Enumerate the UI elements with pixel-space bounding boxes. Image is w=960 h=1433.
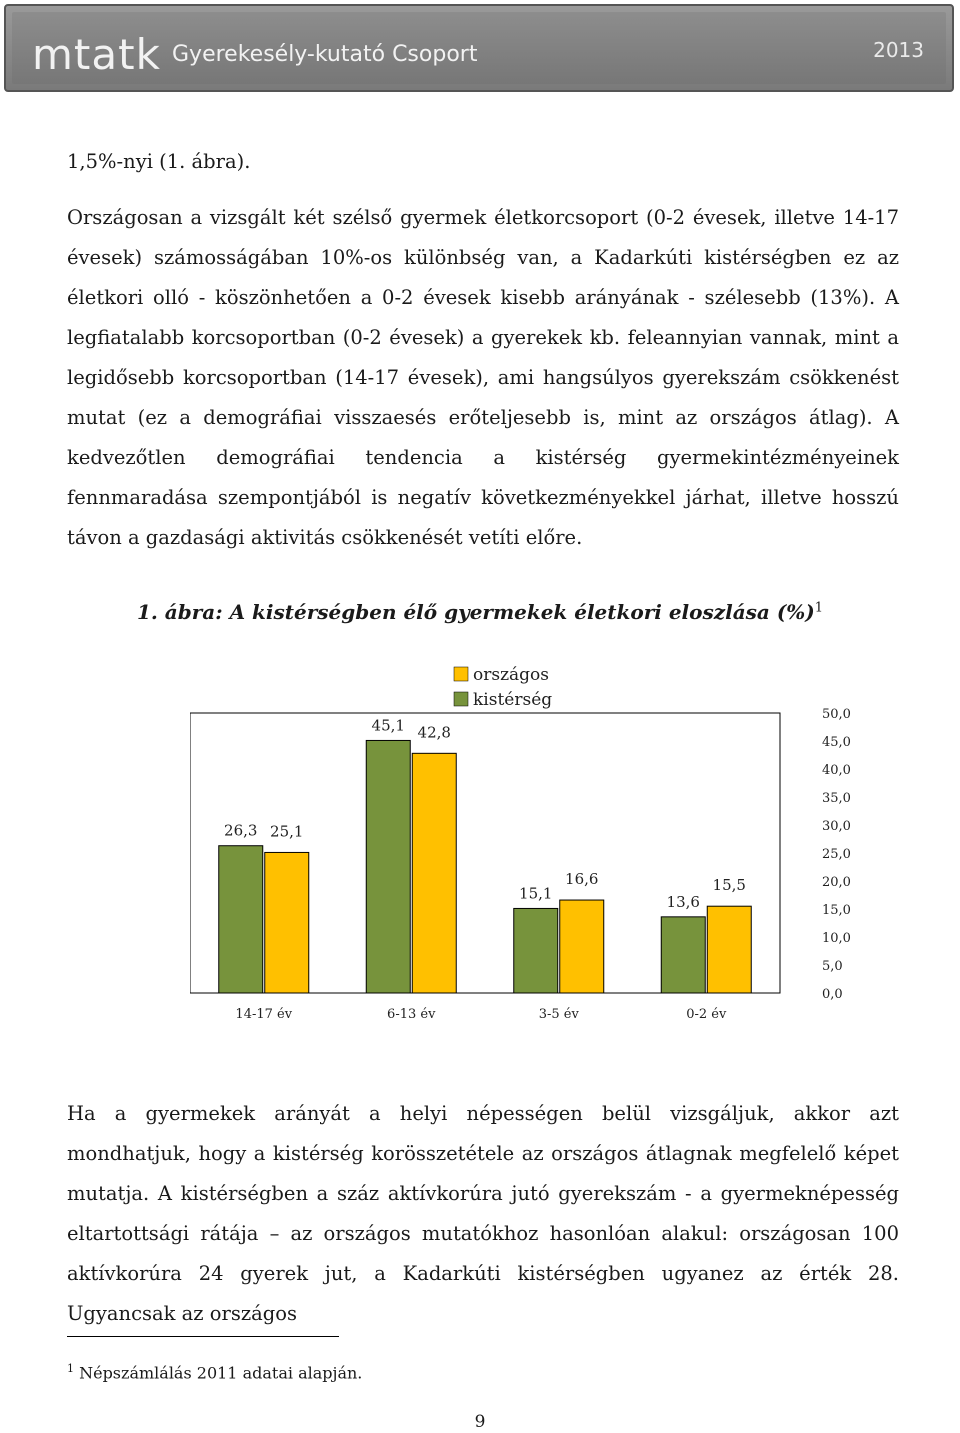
bar-data-label: 16,6 <box>565 870 599 889</box>
footnote-text: Népszámlálás 2011 adatai alapján. <box>79 1363 363 1383</box>
bar-orszagos <box>265 852 309 993</box>
footnote-separator <box>67 1336 339 1337</box>
bar-orszagos <box>412 753 456 993</box>
bar-kisterseg <box>661 917 705 993</box>
bar-data-label: 13,6 <box>666 892 700 911</box>
figure-caption-text: 1. ábra: A kistérségben élő gyermekek életkori eloszlása (%) <box>136 600 815 624</box>
bar-orszagos <box>707 906 751 993</box>
x-category-label: 0-2 év <box>686 1007 727 1022</box>
research-group-name: Gyerekesély-kutató Csoport <box>172 42 478 67</box>
bar-data-label: 15,5 <box>712 876 746 895</box>
bar-orszagos <box>560 900 604 993</box>
y-tick-label: 40,0 <box>822 763 851 778</box>
bar-kisterseg <box>219 846 263 993</box>
x-category-label: 3-5 év <box>538 1007 579 1022</box>
y-tick-label: 25,0 <box>822 847 851 862</box>
y-tick-label: 10,0 <box>822 931 851 946</box>
figure-caption <box>0 600 960 624</box>
x-category-label: 6-13 év <box>387 1007 436 1022</box>
paragraph-intro: 1,5%-nyi (1. ábra). <box>67 150 251 173</box>
paragraph-age-groups: Országosan a vizsgált két szélső gyermek életkorcsoport (0-2 évesek, illetve 14-17 évesek) számosságában 10%-os különbség van, a Kadarkúti kistérségben ez az életkori olló - köszönhetően a 0-2 évesek kisebb arányának - szélesebb (13%). A legfiatalabb korcsoportban (0-2 évesek) a gyerekek kb. feleannyian vannak, mint a legidősebb korcsoportban (14-17 évesek), ami hangsúlyos gyerekszám csökkenést mutat (ez a demográfiai visszaesés erőteljesebb is, mint az országos átlag). A kedvezőtlen demográfiai tendencia a kistérség gyermekintézményeinek fennmaradása szempontjából is negatív következményekkel járhat, illetve hosszú távon a gazdasági aktivitás csökkenését vetíti előre. <box>67 206 899 549</box>
x-category-label: 14-17 év <box>235 1007 293 1022</box>
paragraph-population-share: Ha a gyermekek arányát a helyi népességen belül vizsgáljuk, akkor azt mondhatjuk, hogy a kistérség korösszetétele az országos átlagnak megfelelő képet mutatja. A kistérségben a száz aktívkorúra jutó gyerekszám - a gyermeknépesség eltartottsági rátája – az országos mutatókhoz hasonlóan alakul: országosan 100 aktívkorúra 24 gyerek jut, a Kadarkúti kistérségben ugyanez az érték 28. Ugyancsak az országos <box>67 1102 899 1325</box>
header-year: 2013 <box>873 38 924 62</box>
legend-swatch-orszagos <box>454 667 468 681</box>
age-distribution-chart <box>190 655 870 1035</box>
y-tick-label: 45,0 <box>822 735 851 750</box>
y-tick-label: 0,0 <box>822 987 843 1002</box>
y-tick-label: 30,0 <box>822 819 851 834</box>
footnote-number: 1 <box>67 1362 74 1375</box>
page-header <box>4 4 954 92</box>
bar-data-label: 25,1 <box>270 822 304 841</box>
footnote <box>67 1362 362 1382</box>
bar-data-label: 42,8 <box>417 723 451 742</box>
bar-kisterseg <box>514 908 558 993</box>
y-tick-label: 5,0 <box>822 959 843 974</box>
figure-caption-footnote-ref: 1 <box>814 600 824 616</box>
y-tick-label: 35,0 <box>822 791 851 806</box>
header-banner <box>12 12 946 84</box>
legend-label: kistérség <box>473 690 553 710</box>
bar-data-label: 45,1 <box>371 716 405 735</box>
mtatk-logo: mtatk <box>32 30 161 79</box>
bar-kisterseg <box>366 740 410 993</box>
y-tick-label: 50,0 <box>822 707 851 722</box>
bar-data-label: 15,1 <box>519 884 553 903</box>
legend-swatch-kisterseg <box>454 692 468 706</box>
legend-label: országos <box>473 665 550 685</box>
y-tick-label: 15,0 <box>822 903 851 918</box>
bar-data-label: 26,3 <box>224 821 258 840</box>
y-tick-label: 20,0 <box>822 875 851 890</box>
page-number: 9 <box>474 1412 486 1432</box>
